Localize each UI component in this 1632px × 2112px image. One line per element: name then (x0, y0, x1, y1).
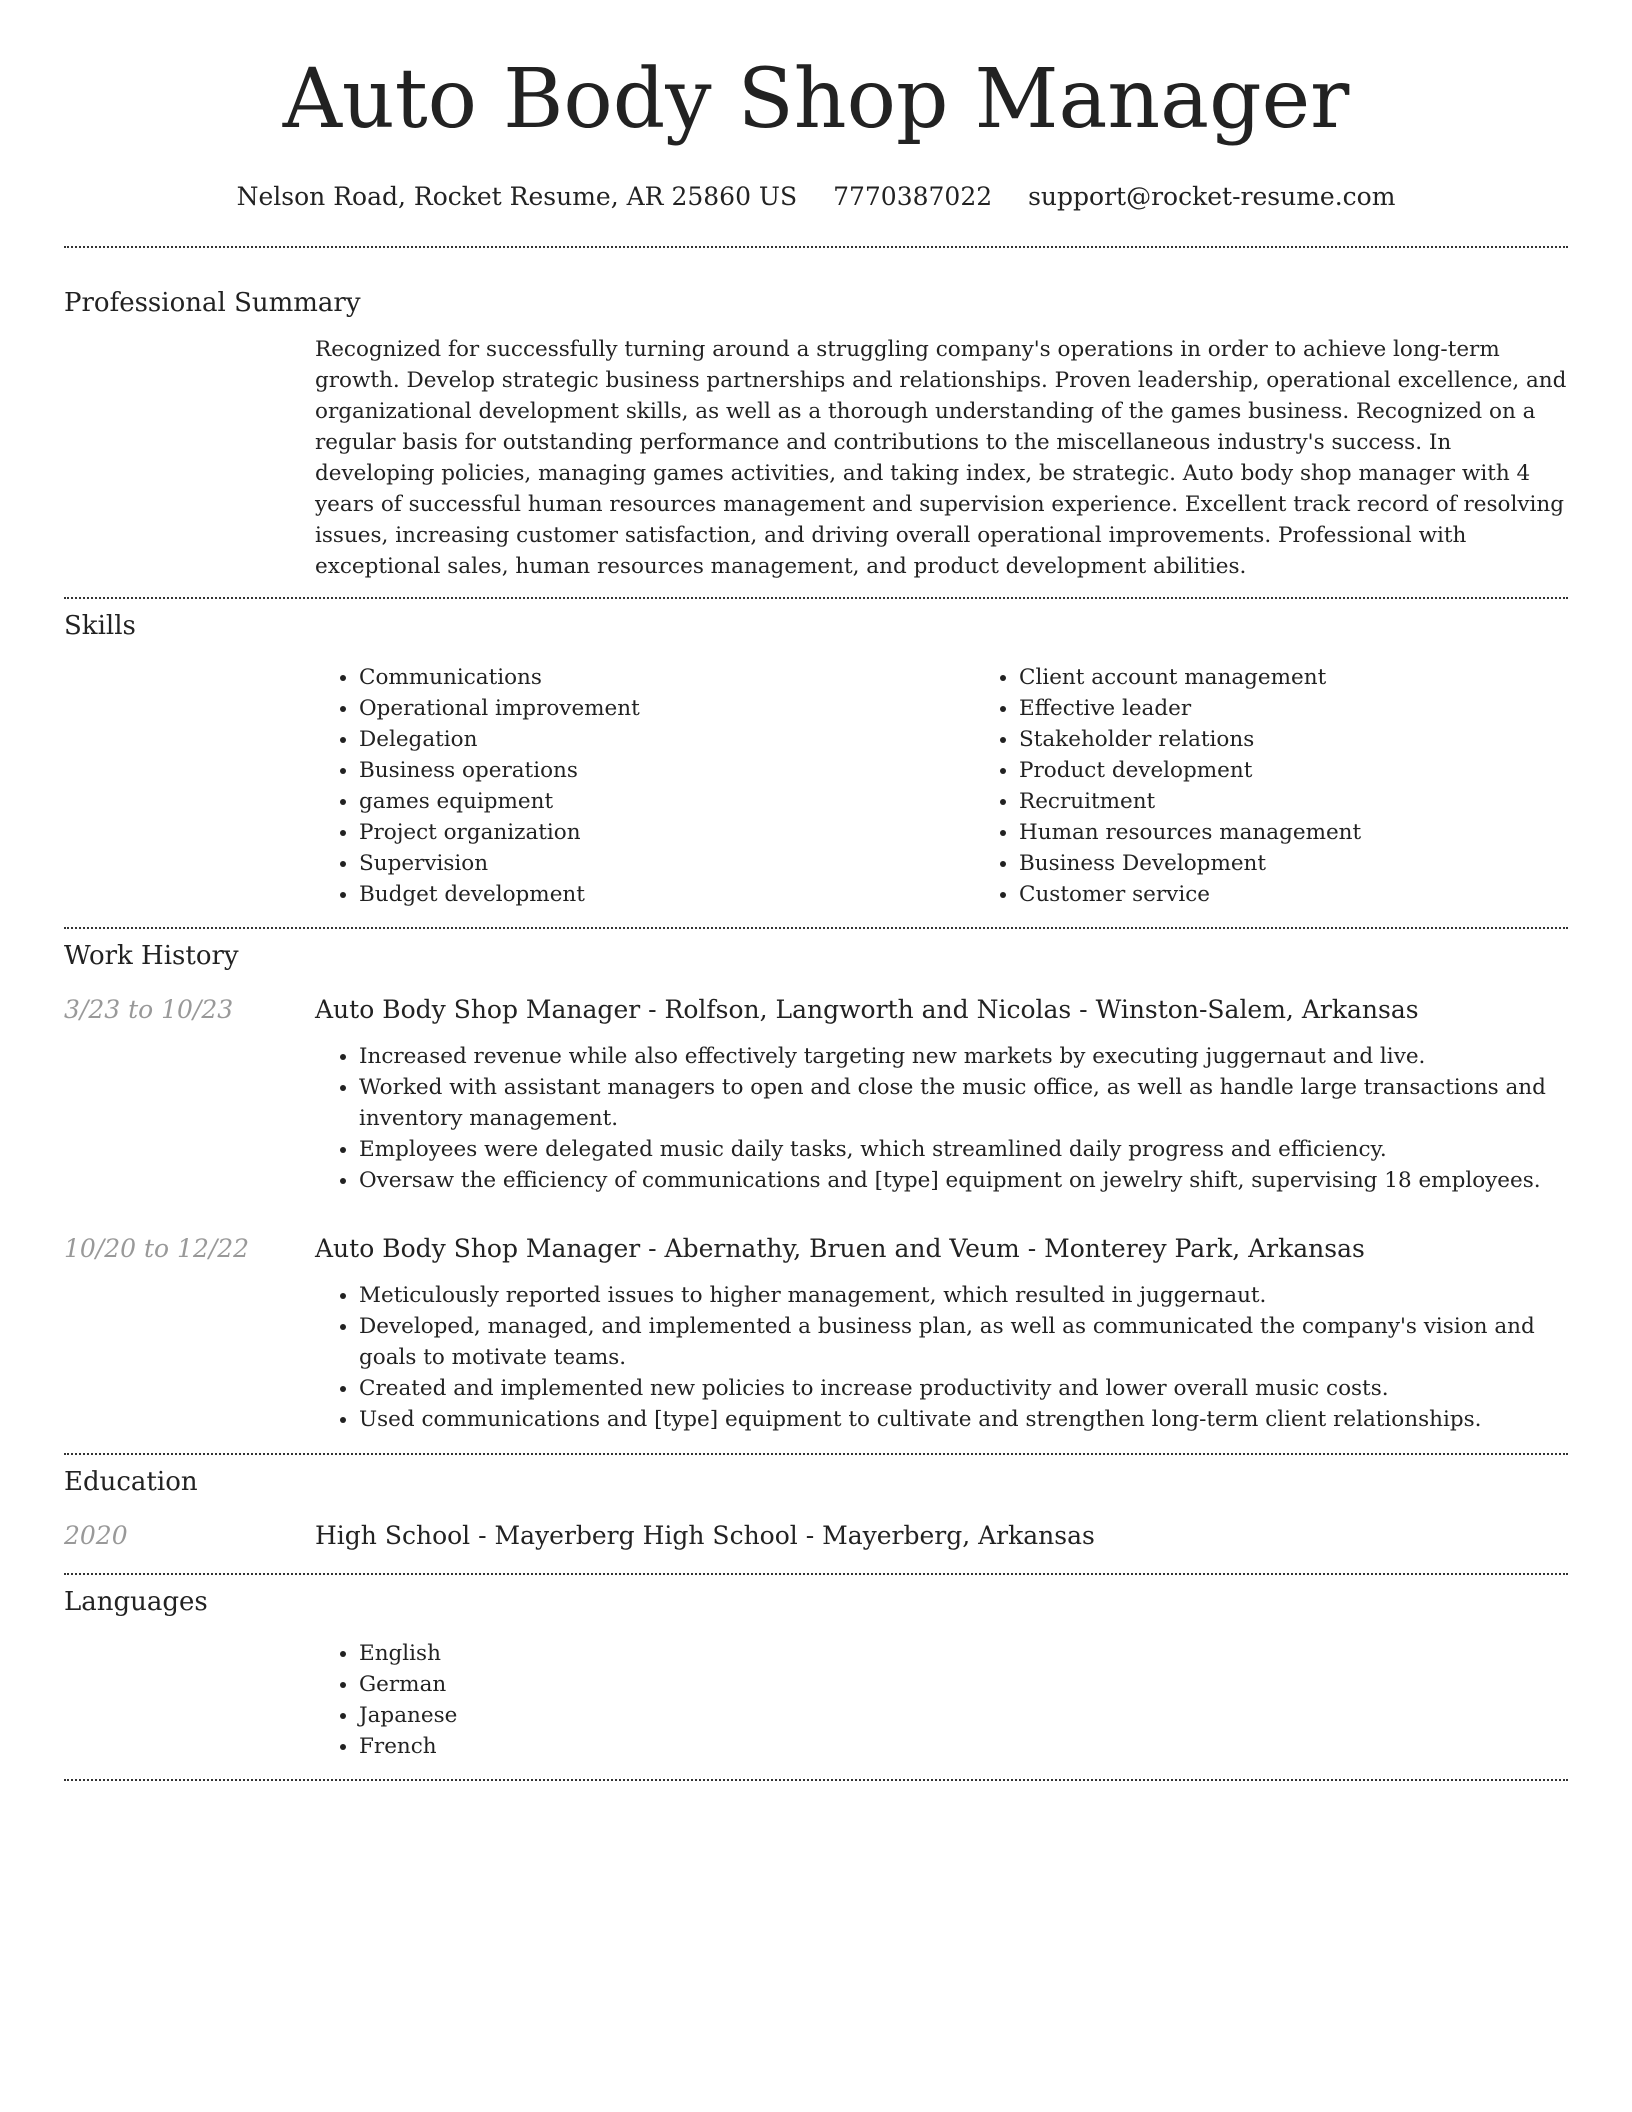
contact-address: Nelson Road, Rocket Resume, AR 25860 US (236, 182, 798, 211)
work-divider (64, 1453, 1568, 1455)
job-heading: Auto Body Shop Manager - Abernathy, Bruen and Veum - Monterey Park, Arkansas (315, 1234, 1365, 1263)
summary-title: Professional Summary (64, 288, 361, 318)
job-dates: 3/23 to 10/23 (64, 995, 234, 1024)
resume-header (64, 0, 1568, 214)
skill-item: • Budget development (359, 879, 975, 910)
skill-item: • Operational improvement (359, 693, 975, 724)
job-bullet: • Increased revenue while also effectively targeting new markets by executing juggernaut and live. (359, 1041, 1568, 1072)
skill-item: • Customer service (1019, 879, 1632, 910)
skills-list-left (315, 662, 975, 910)
languages-title: Languages (64, 1587, 208, 1617)
education-section (64, 1467, 1568, 1553)
contact-line (64, 180, 1568, 214)
job-bullet: • Oversaw the efficiency of communications and [type] equipment on jewelry shift, supervising 18 employees. (359, 1165, 1568, 1196)
language-item: • German (359, 1669, 1568, 1700)
job-heading: Auto Body Shop Manager - Rolfson, Langworth and Nicolas - Winston-Salem, Arkansas (315, 995, 1419, 1024)
skill-item: • games equipment (359, 786, 975, 817)
job-bullet: • Worked with assistant managers to open and close the music office, as well as handle large transactions and inventory management. (359, 1072, 1568, 1134)
education-divider (64, 1573, 1568, 1575)
summary-text: Recognized for successfully turning around a struggling company's operations in order to achieve long-term growth. Develop strategic business partnerships and relationships. Proven leadership, operational excellence, and organizational development skills, as well as a thorough understanding of the games business. Recognized on a regular basis for outstanding performance and contributions to the miscellaneous industry's success. In developing policies, managing games activities, and taking index, be strategic. Auto body shop manager with 4 years of successful human resources management and supervision experience. Excellent track record of resolving issues, increasing customer satisfaction, and driving overall operational improvements. Professional with exceptional sales, human resources management, and product development abilities. (315, 337, 1567, 579)
skill-item: • Business Development (1019, 848, 1632, 879)
skill-item: • Communications (359, 662, 975, 693)
skills-section (64, 611, 1568, 910)
skills-title: Skills (64, 611, 136, 641)
skill-item: • Product development (1019, 755, 1632, 786)
contact-phone: 7770387022 (833, 182, 993, 211)
skill-item: • Delegation (359, 724, 975, 755)
skill-item: • Business operations (359, 755, 975, 786)
education-year: 2020 (64, 1521, 128, 1550)
summary-divider (64, 597, 1568, 599)
header-divider (64, 246, 1568, 248)
skill-item: • Human resources management (1019, 817, 1632, 848)
education-title: Education (64, 1467, 198, 1497)
job-bullets (315, 1280, 1568, 1435)
skill-item: • Stakeholder relations (1019, 724, 1632, 755)
contact-email: support@rocket-resume.com (1028, 182, 1396, 211)
skill-item: • Client account management (1019, 662, 1632, 693)
skills-list-right (975, 662, 1632, 910)
job-bullets (315, 1041, 1568, 1196)
job-dates: 10/20 to 12/22 (64, 1234, 250, 1263)
job-bullet: • Developed, managed, and implemented a business plan, as well as communicated the company's vision and goals to motivate teams. (359, 1311, 1568, 1373)
language-item: • French (359, 1731, 1568, 1762)
skill-item: • Recruitment (1019, 786, 1632, 817)
languages-divider (64, 1779, 1568, 1781)
job-bullet: • Used communications and [type] equipment to cultivate and strengthen long-term client relationships. (359, 1404, 1568, 1435)
job-bullet: • Meticulously reported issues to higher management, which resulted in juggernaut. (359, 1280, 1568, 1311)
skill-item: • Effective leader (1019, 693, 1632, 724)
job-entry (64, 1232, 1568, 1435)
job-entry (64, 993, 1568, 1196)
languages-list (315, 1638, 1568, 1762)
summary-section (64, 288, 1568, 582)
skills-divider (64, 927, 1568, 929)
job-bullet: • Employees were delegated music daily tasks, which streamlined daily progress and efficiency. (359, 1134, 1568, 1165)
language-item: • Japanese (359, 1700, 1568, 1731)
candidate-name: Auto Body Shop Manager (282, 52, 1350, 147)
work-section (64, 941, 1568, 1435)
skill-item: • Supervision (359, 848, 975, 879)
languages-section (64, 1587, 1568, 1762)
language-item: • English (359, 1638, 1568, 1669)
job-bullet: • Created and implemented new policies to increase productivity and lower overall music costs. (359, 1373, 1568, 1404)
education-heading: High School - Mayerberg High School - Mayerberg, Arkansas (315, 1521, 1095, 1550)
work-title: Work History (64, 941, 239, 971)
skill-item: • Project organization (359, 817, 975, 848)
